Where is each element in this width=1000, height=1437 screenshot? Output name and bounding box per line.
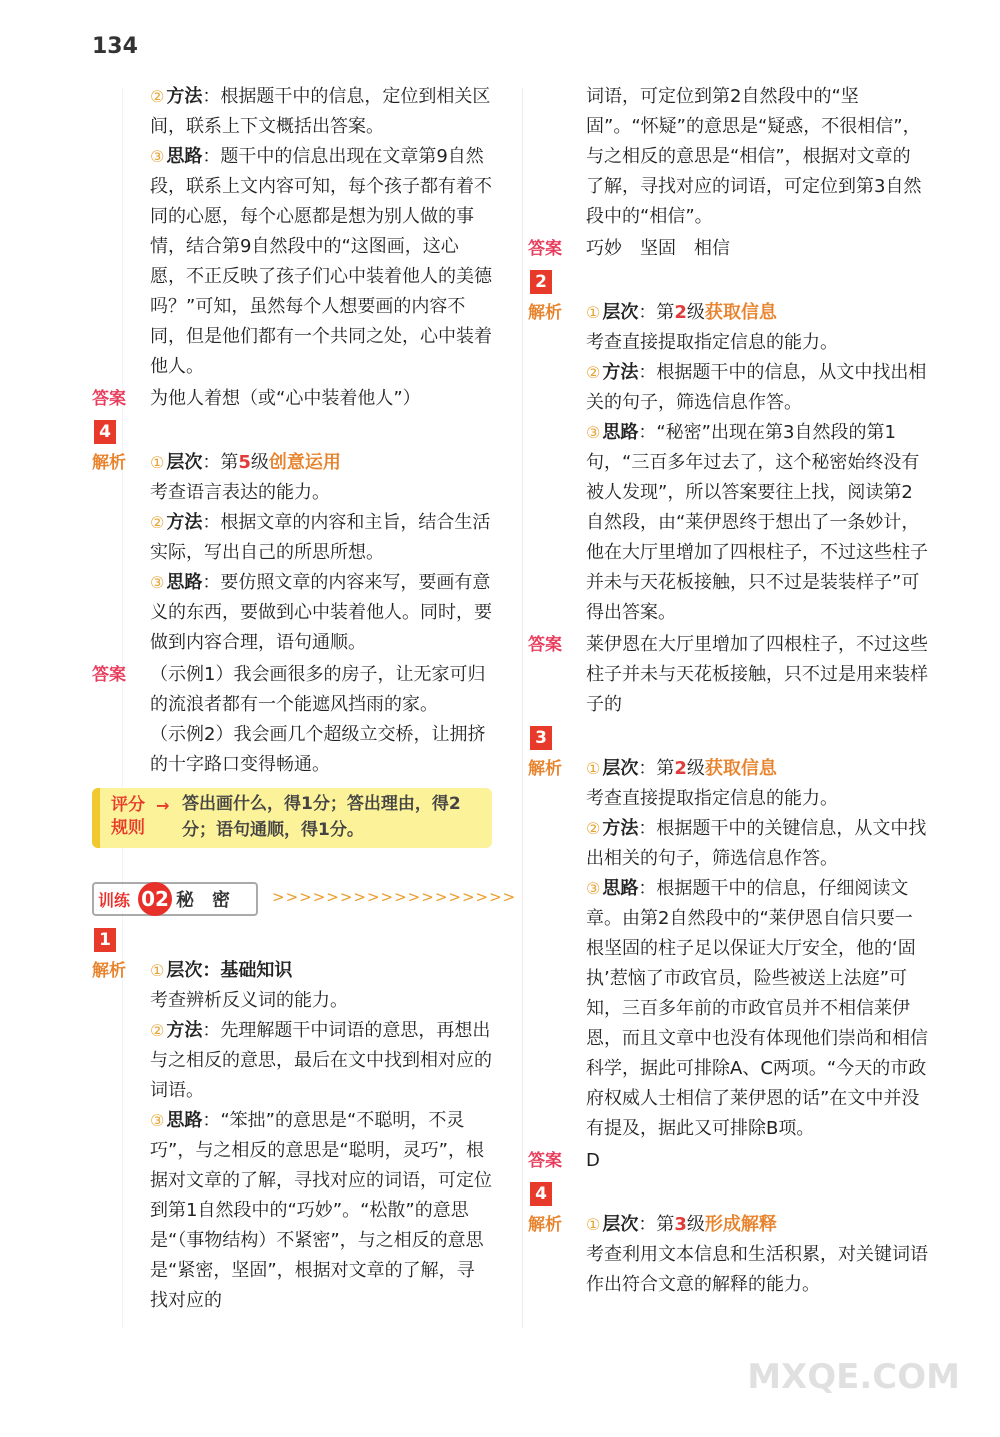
method-text: 根据题干中的信息，定位到相关区间，联系上下文概括出答案。 <box>150 86 491 137</box>
question-number <box>92 924 492 956</box>
analysis-block <box>92 448 492 658</box>
analysis-tag: 解析 <box>92 961 126 981</box>
analysis-tag: 解析 <box>528 303 562 323</box>
answer-block <box>528 234 928 264</box>
method-step <box>150 82 492 142</box>
analysis-block <box>92 82 492 382</box>
method-step <box>586 814 928 874</box>
idea-step <box>150 142 492 382</box>
level-name: 获取信息 <box>704 302 777 323</box>
level-key: 层次 <box>166 452 203 473</box>
idea-key: 思路 <box>602 422 639 443</box>
step-two-icon: ② <box>586 363 601 382</box>
idea-text: 题干中的信息出现在文章第9自然段，联系上文内容可知，每个孩子都有着不同的心愿，每个心愿都是想为别人做的事情，结合第9自然段中的“这图画，这心愿，不正反映了孩子们心中装着他人的美德吗？”可知，虽然每个人想要画的内容不同，但是他们都有一个共同之处，心中装着他人。 <box>150 146 492 377</box>
answer-tag: 答案 <box>92 665 126 685</box>
level-step <box>150 448 492 478</box>
column-divider <box>522 88 523 1328</box>
training-badge <box>92 882 258 916</box>
level-pre: ：第 <box>638 1214 675 1235</box>
answer-tag: 答案 <box>528 1151 562 1171</box>
analysis-tag: 解析 <box>528 759 562 779</box>
step-two-icon: ② <box>150 513 165 532</box>
idea-step <box>150 1106 492 1316</box>
level-name: 形成解释 <box>704 1214 777 1235</box>
level-step <box>586 298 928 328</box>
answer-block <box>92 384 492 414</box>
question-number-box: 4 <box>530 1182 552 1206</box>
idea-step <box>586 874 928 1144</box>
level-key: 层次 <box>602 758 639 779</box>
colon: ： <box>638 362 657 383</box>
level-key: 层次 <box>602 302 639 323</box>
colon: ： <box>638 422 657 443</box>
idea-key: 思路 <box>602 878 639 899</box>
answer-tag: 答案 <box>528 239 562 259</box>
level-number: 2 <box>674 758 687 779</box>
step-one-icon: ① <box>150 961 165 980</box>
level-step <box>586 1210 928 1240</box>
question-number <box>528 722 928 754</box>
question-number-box: 4 <box>94 420 116 444</box>
description: 考查利用文本信息和生活积累，对关键词语作出符合文意的解释的能力。 <box>586 1244 928 1295</box>
method-text: 根据题干中的关键信息，从文中找出相关的句子，筛选信息作答。 <box>586 818 927 869</box>
answer-text: 莱伊恩在大厅里增加了四根柱子，不过这些柱子并未与天花板接触，只不过是用来装样子的 <box>586 634 928 715</box>
training-header <box>92 882 517 918</box>
step-one-icon: ① <box>150 453 165 472</box>
analysis-block <box>92 956 492 1316</box>
continued-text: 词语，可定位到第2自然段中的“坚固”。“怀疑”的意思是“疑惑，不很相信”，与之相反的意思是“相信”，根据对文章的了解，寻找对应的词语，可定位到第3自然段中的“相信”。 <box>586 86 922 227</box>
colon: ： <box>202 86 221 107</box>
watermark: MXQE.COM <box>747 1357 960 1397</box>
training-label: 训练 <box>94 888 134 911</box>
description: 考查语言表达的能力。 <box>150 482 330 503</box>
colon: ： <box>638 818 657 839</box>
arrows-decoration-icon: >>>>>>>>>>>>>>>>>> <box>272 888 517 906</box>
answer-block <box>528 630 928 720</box>
colon: ： <box>202 512 221 533</box>
step-one-icon: ① <box>586 759 601 778</box>
level-name: 获取信息 <box>704 758 777 779</box>
level-step <box>150 956 492 986</box>
method-text: 根据文章的内容和主旨，结合生活实际，写出自己的所思所想。 <box>150 512 491 563</box>
colon: ： <box>202 1020 221 1041</box>
level-key: 层次 <box>602 1214 639 1235</box>
step-one-icon: ① <box>586 1215 601 1234</box>
idea-text: 根据题干中的信息，仔细阅读文章。由第2自然段中的“莱伊恩自信只要一根坚固的柱子足以保证大厅安全，他的‘固执’惹恼了市政官员，险些被送上法庭”可知，三百多年前的市政官员并不相信莱伊恩，而且文章中也没有体现他们崇尚和相信科学，据此可排除A、C两项。“今天的市政府权威人士相信了莱伊恩的话”在文中并没有提及，据此又可排除B项。 <box>586 878 928 1139</box>
answer-text: D <box>586 1150 600 1171</box>
scoring-rules-box <box>92 788 492 848</box>
question-number <box>92 416 492 448</box>
right-column <box>528 82 928 1302</box>
answer-block <box>92 660 492 780</box>
step-three-icon: ③ <box>150 147 165 166</box>
question-number-box: 1 <box>94 928 116 952</box>
idea-step <box>150 568 492 658</box>
level-pre: ：第 <box>638 302 675 323</box>
step-one-icon: ① <box>586 303 601 322</box>
level-name: 创意运用 <box>268 452 341 473</box>
step-three-icon: ③ <box>586 423 601 442</box>
description: 考查直接提取指定信息的能力。 <box>586 788 838 809</box>
level-mid: 级 <box>250 452 269 473</box>
answer-text: 为他人着想（或“心中装着他人”） <box>150 388 421 409</box>
analysis-tag: 解析 <box>92 453 126 473</box>
colon: ： <box>202 146 221 167</box>
level-number: 3 <box>674 1214 687 1235</box>
page-number: 134 <box>92 34 138 59</box>
level-step <box>586 754 928 784</box>
answer-example-2: （示例2）我会画几个超级立交桥，让拥挤的十字路口变得畅通。 <box>150 724 486 775</box>
method-key: 方法 <box>166 1020 203 1041</box>
analysis-tag: 解析 <box>528 1215 562 1235</box>
analysis-block <box>528 298 928 628</box>
method-step <box>150 508 492 568</box>
analysis-continued <box>528 82 928 232</box>
level-mid: 级 <box>686 302 705 323</box>
method-key: 方法 <box>166 512 203 533</box>
idea-key: 思路 <box>166 572 203 593</box>
method-key: 方法 <box>602 362 639 383</box>
question-number <box>528 1178 928 1210</box>
scoring-rules-label: 评分规则 <box>111 795 145 838</box>
level-key: 层次 <box>166 960 203 981</box>
method-text: 根据题干中的信息，从文中找出相关的句子，筛选信息作答。 <box>586 362 927 413</box>
idea-key: 思路 <box>166 146 203 167</box>
question-number-box: 3 <box>530 726 552 750</box>
question-number <box>528 266 928 298</box>
description: 考查直接提取指定信息的能力。 <box>586 332 838 353</box>
step-two-icon: ② <box>150 87 165 106</box>
training-title: 秘密 <box>176 890 249 911</box>
method-key: 方法 <box>602 818 639 839</box>
colon: ： <box>202 1110 221 1131</box>
analysis-block <box>528 754 928 1144</box>
idea-key: 思路 <box>166 1110 203 1131</box>
step-three-icon: ③ <box>150 1111 165 1130</box>
idea-text: “笨拙”的意思是“不聪明，不灵巧”，与之相反的意思是“聪明，灵巧”，根据对文章的了解，寻找对应的词语，可定位到第1自然段中的“巧妙”。“松散”的意思是“（事物结构）不紧密”，与之相反的意思是“紧密，坚固”，根据对文章的了解，寻找对应的 <box>150 1110 492 1311</box>
answer-text: 巧妙 坚固 相信 <box>586 238 730 259</box>
level-pre: ：第 <box>202 452 239 473</box>
scoring-rules-text: 答出画什么，得1分；答出理由，得2分；语句通顺，得1分。 <box>182 794 461 840</box>
step-two-icon: ② <box>150 1021 165 1040</box>
left-column <box>92 82 517 1318</box>
description: 考查辨析反义词的能力。 <box>150 990 348 1011</box>
analysis-block <box>528 1210 928 1300</box>
level-number: 5 <box>238 452 251 473</box>
level-pre: ：第 <box>638 758 675 779</box>
level-mid: 级 <box>686 1214 705 1235</box>
step-three-icon: ③ <box>150 573 165 592</box>
level-mid: 级 <box>686 758 705 779</box>
method-step <box>586 358 928 418</box>
arrow-right-icon: → <box>156 796 170 815</box>
answer-tag: 答案 <box>92 389 126 409</box>
method-key: 方法 <box>166 86 203 107</box>
answer-block <box>528 1146 928 1176</box>
colon: ： <box>202 572 221 593</box>
step-two-icon: ② <box>586 819 601 838</box>
level-number: 2 <box>674 302 687 323</box>
training-number: 02 <box>138 882 172 916</box>
level-text: ：基础知识 <box>202 960 293 981</box>
answer-example-1: （示例1）我会画很多的房子，让无家可归的流浪者都有一个能遮风挡雨的家。 <box>150 664 486 715</box>
answer-tag: 答案 <box>528 635 562 655</box>
colon: ： <box>638 878 657 899</box>
method-step <box>150 1016 492 1106</box>
idea-text: “秘密”出现在第3自然段的第1句，“三百多年过去了，这个秘密始终没有被人发现”，所以答案要往上找，阅读第2自然段，由“莱伊恩终于想出了一条妙计，他在大厅里增加了四根柱子，不过这些柱子并未与天花板接触，只不过是装装样子”可得出答案。 <box>586 422 928 623</box>
step-three-icon: ③ <box>586 879 601 898</box>
method-text: 先理解题干中词语的意思，再想出与之相反的意思，最后在文中找到相对应的词语。 <box>150 1020 492 1101</box>
question-number-box: 2 <box>530 270 552 294</box>
idea-text: 要仿照文章的内容来写，要画有意义的东西，要做到心中装着他人。同时，要做到内容合理，语句通顺。 <box>150 572 492 653</box>
idea-step <box>586 418 928 628</box>
